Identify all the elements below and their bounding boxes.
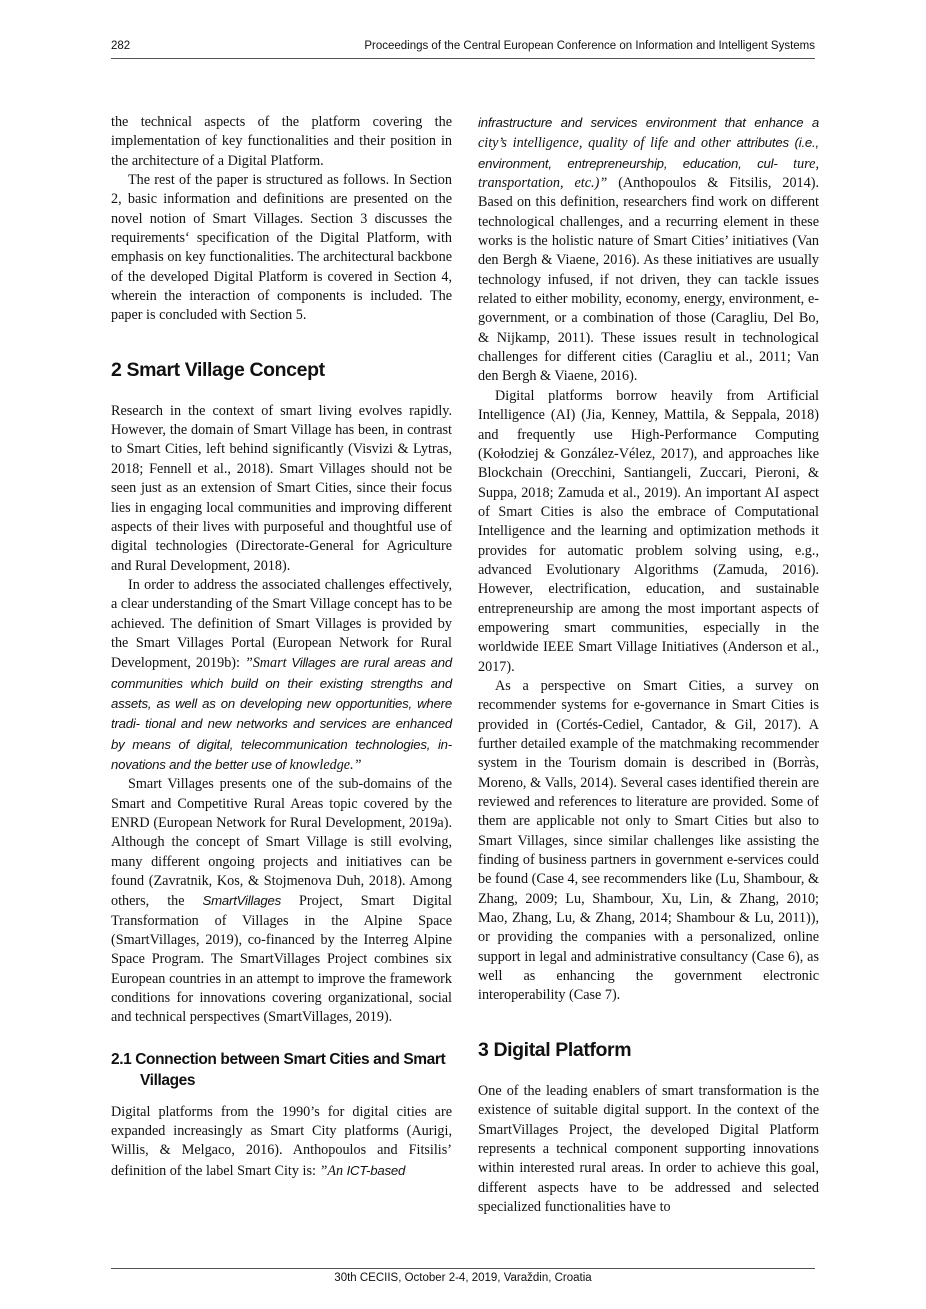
project-name: SmartVillages: [202, 893, 282, 909]
quote-open: ”An: [319, 1162, 344, 1179]
quote-end: ture, transportation, etc.)”: [478, 155, 819, 192]
quote-body-serif: city’s intelligence, quality of life and other: [478, 135, 731, 152]
quote-open: ”Smart: [244, 655, 287, 672]
paragraph: [111, 1103, 452, 1181]
paragraph: Digital platforms borrow heavily from Artificial Intelligence (AI) (Jia, Kenney, Mattila, & Seppala, 2018) and frequently use High-Performance Computing (Kołodziej & González-Vélez, 2017), and approaches like Blockchain (Orecchini, Santiangeli, Zuccari, Pieroni, & Suppa, 2018; Zamuda et al., 2019). An important AI aspect of Smart Cities is also the embrace of Computational Intelligence and the learning and optimization methods it provides for automatic problem solving using, e.g., advanced Evolutionary Algorithms (Zamuda, 2016). However, electrification, education, and sustainable entrepreneurship are among the most important aspects of empowering smart communities, especially in the worldwide IEEE Smart Village Initiatives (Anderson et al., 2017).: [478, 387, 819, 675]
quote-body: ICT-based: [343, 1162, 406, 1178]
page-number: 282: [111, 40, 131, 52]
right-column: [478, 113, 819, 1217]
paragraph-quote: [478, 113, 819, 387]
quote-body: attributes (i.e., environment, entrepreneurship, education, cul-: [478, 135, 819, 171]
text-run: Project, Smart Digital Transformation of Villages in the Alpine Space (SmartVillages, 2019), co-financed by the Interreg Alpine Space Program. The SmartVillages Project combines six European countries in an attempt to improve the framework conditions for innovations covering organizational, social and technical perspectives (SmartVillages, 2019).: [111, 893, 452, 1026]
quote-body: infrastructure and services environment that enhance a: [478, 115, 819, 130]
paragraph: One of the leading enablers of smart transformation is the existence of suitable digital support. In the context of the SmartVillages Project, the developed Digital Platform represents a technical component supporting innovations within interested rural areas. In order to achieve this goal, different aspects have to be addressed and selected specialized functionalities have to: [478, 1082, 819, 1215]
text-run: In order to address the associated challenges effectively, a clear understanding of the Smart Village concept has to be achieved. The definition of Smart Villages is provided by the Smart Villages Portal (European Network for Rural Development, 2019b):: [111, 576, 452, 672]
paragraph: the technical aspects of the platform covering the implementation of key functionalities and their position in the architecture of a Digital Platform.: [111, 114, 452, 169]
text-run: Digital platforms from the 1990’s for digital cities are expanded increasingly as Smart City platforms (Aurigi, Willis, & Melgaco, 2016). Anthopoulos and Fitsilis’ definition of the label Smart City is:: [111, 1103, 452, 1179]
subsection-heading: 2.1 Connection between Smart Cities and Smart Villages: [111, 1050, 446, 1089]
paragraph-definition: [111, 576, 452, 775]
section-heading: 2 Smart Village Concept: [111, 358, 325, 381]
text-run: Smart Villages presents one of the sub-domains of the Smart and Competitive Rural Areas topic covered by the ENRD (European Network for Rural Development, 2019a). Although the concept of Smart Village is still evolving, many different ongoing projects and initiatives can be found (Zavratnik, Kos, & Stojmenova Duh, 2018). Among others, the: [111, 776, 452, 910]
quote-body: Villages are rural areas and communities which build on their existing strengths and assets, as well as on developing new opportunities, where tradi- tional and new networks and services are enhanced by means of digital, telecommunication technologies, in- novations and the better use of: [111, 655, 452, 772]
section-heading: 3 Digital Platform: [478, 1038, 632, 1061]
left-column: [111, 113, 452, 1181]
paragraph: The rest of the paper is structured as follows. In Section 2, basic information and definitions are presented on the novel notion of Smart Villages. Section 3 discusses the requirements‘ specification of the Digital Platform, with emphasis on key functionalities. The architectural backbone of the developed Digital Platform is covered in Section 4, wherein the interaction of components is included. The paper is concluded with Section 5.: [111, 172, 452, 324]
running-title: Proceedings of the Central European Conference on Information and Intelligent Systems: [364, 40, 815, 52]
page-header: [111, 40, 815, 59]
paragraph: [111, 775, 452, 1027]
paragraph: Research in the context of smart living evolves rapidly. However, the domain of Smart Village has been, in contrast to Smart Cities, left behind significantly (Visvizi & Lytras, 2018; Fennell et al., 2018). Smart Villages should not be seen just as an extension of Smart Cities, since their focus lies in engaging local communities and improving different aspects of their lives with purposeful and thoughtful use of digital technologies (Directorate-General for Agriculture and Rural Development, 2018).: [111, 402, 452, 574]
paragraph: As a perspective on Smart Cities, a survey on recommender systems for e-governance in Smart Cities is provided in (Cortés-Cediel, Cantador, & Gil, 2017). A further detailed example of the matchmaking recommender system in the Tourism domain is described in (Borràs, Moreno, & Valls, 2014). Several cases identified therein are reviewed and references to literature are provided. Some of them are applicable not only to Smart Cities but also to Smart Villages, since similar challenges like assisting the finding of business partners in government e-services could be found (Case 4, see recommenders like (Lu, Shambour, & Zhang, 2009; Lu, Shambour, Xu, Lin, & Zhang, 2010; Mao, Zhang, Lu, & Zhang, 2014; Shambour & Lu, 2011)), or providing the companies with a personalized, online support in legal and administrative consultancy (Case 6), as well as enhancing the government electronic interoperability (Case 7).: [478, 677, 819, 1004]
page-footer: 30th CECIIS, October 2-4, 2019, Varaždin, Croatia: [111, 1268, 815, 1284]
quote-end: knowledge.”: [285, 756, 362, 773]
text-run: (Anthopoulos & Fitsilis, 2014). Based on this definition, researchers find work on different technological challenges, and a recurring element in these works is the holistic nature of Smart Cities’ initiatives (Van den Bergh & Viaene, 2016). As these initiatives are usually technology infused, if not driven, they can tackle issues related to either mobility, economy, energy, environment, e-government, or a combination of those (Caragliu, Del Bo, & Nijkamp, 2011). These issues result in technological challenges for different cities (Caragliu et al., 2011; Van den Bergh & Viaene, 2016).: [478, 175, 820, 385]
